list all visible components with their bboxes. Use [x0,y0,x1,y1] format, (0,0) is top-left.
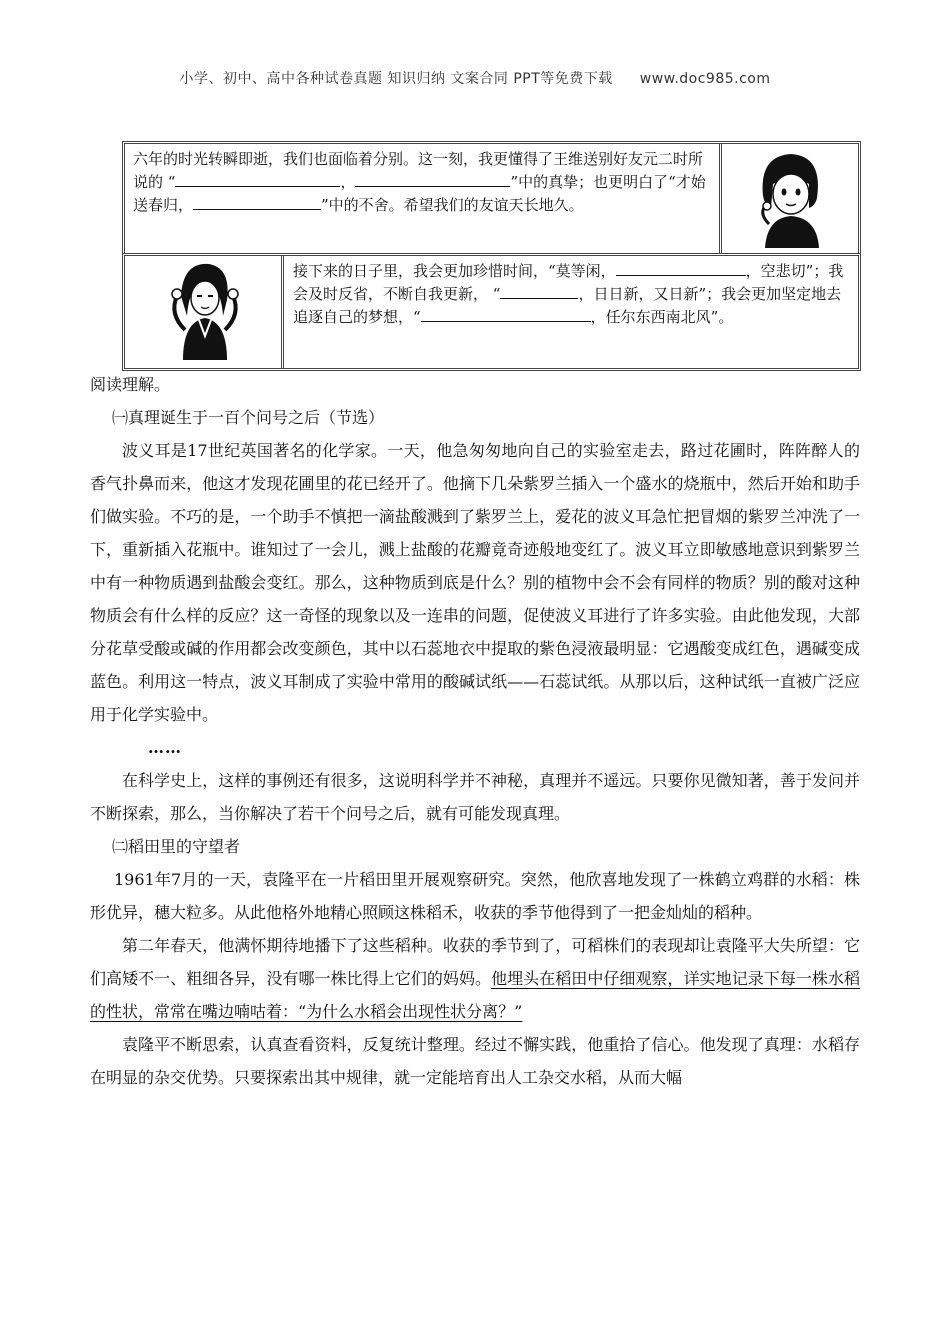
section2-paragraph-2-text: 第二年春天，他满怀期待地播下了这些稻种。收获的季节到了，可稻株们的表现却让袁隆平大失所望：它们高矮不一、粗细各异，没有哪一株比得上它们的妈妈。 [90,936,860,988]
section1-paragraph-2: 在科学史上，这样的事例还有很多，这说明科学并不神秘，真理并不遥远。只要你见微知著，善于发问并不断探索，那么，当你解决了若干个问号之后，就有可能发现真理。 [90,771,860,823]
ellipsis: …… [148,738,182,757]
box2-blank-1[interactable] [616,260,746,276]
student-illustration [125,256,280,368]
box1-blank-3[interactable] [193,194,321,210]
box1-blank-1[interactable] [175,171,340,187]
box2-blank-2[interactable] [500,283,578,299]
box2-text [285,256,853,368]
box1-blank-2[interactable] [355,171,510,187]
box2-text-part2: ，空悲切”；我会及时反省，不断自我更新， “ [293,262,844,303]
section1-paragraph-1: 波义耳是17世纪英国著名的化学家。一天，他急匆匆地向自己的实验室走去，路过花圃时，阵阵醉人的香气扑鼻而来，他这才发现花圃里的花已经开了。他摘下几朵紫罗兰插入一个盛水的烧瓶中，然后开始和助手们做实验。不巧的是，一个助手不慎把一滴盐酸溅到了紫罗兰上，爱花的波义耳急忙把冒烟的紫罗兰冲洗了一下，重新插入花瓶中。谁知过了一会儿，溅上盐酸的花瓣竟奇迹般地变红了。波义耳立即敏感地意识到紫罗兰中有一种物质遇到盐酸会变红。那么，这种物质到底是什么？别的植物中会不会有同样的物质？别的酸对这种物质会有什么样的反应？这一奇怪的现象以及一连串的问题，促使波义耳进行了许多实验。由此他发现，大部分花草受酸或碱的作用都会改变颜色，其中以石蕊地衣中提取的紫色浸液最明显：它遇酸变成红色，遇碱变成蓝色。利用这一特点，波义耳制成了实验中常用的酸碱试纸——石蕊试纸。从那以后，这种试纸一直被广泛应用于化学实验中。 [90,441,860,724]
box1-text-part2: ， [340,173,356,191]
reading-title: 阅读理解。 [90,375,171,394]
fill-in-box-1 [122,141,861,259]
box2-text-part1: 接下来的日子里，我会更加珍惜时间，“莫等闲， [293,262,616,280]
box1-text [125,144,719,256]
underlined-sentence: 他埋头在稻田中仔细观察，详实地记录下每一株水稻的性状，常常在嘴边喃咕着：“为什么水稻会出现性状分离？” [90,969,860,1021]
box2-text-part3: ，日日新，又日新”；我会更加坚定地去追逐自己的梦想，“ [293,285,842,326]
header-text: 小学、初中、高中各种试卷真题 知识归纳 文案合同 PPT等免费下载 [179,71,613,87]
header-site-link[interactable]: www.doc985.com [639,71,771,87]
reading-content [90,368,860,1094]
box1-text-part1: 六年的时光转瞬即逝，我们也面临着分别。这一刻，我更懂得了王维送别好友元二时所说的 “ [133,150,704,191]
section1-title: ㈠真理诞生于一百个问号之后（节选） [112,408,385,427]
section2-paragraph-3: 袁隆平不断思索，认真查看资料，反复统计整理。经过不懈实践，他重拾了信心。他发现了真理：水稻存在明显的杂交优势。只要探索出其中规律，就一定能培育出人工杂交水稻，从而大幅 [90,1035,860,1087]
box1-divider [719,144,722,256]
box2-text-part4: ，任尔东西南北风”。 [590,308,734,326]
box2-blank-3[interactable] [421,306,591,322]
section2-paragraph-1: 1961年7月的一天，袁隆平在一片稻田里开展观察研究。突然，他欣喜地发现了一株鹤立鸡群的水稻：株形优异，穗大粒多。从此他格外地精心照顾这株稻禾，收获的季节他得到了一把金灿灿的稻种。 [90,870,860,922]
box1-text-part4: ”中的不舍。希望我们的友谊天长地久。 [321,196,584,214]
page-header [0,68,950,88]
section2-paragraph-2 [90,929,860,1028]
box2-divider [281,256,284,368]
fill-in-box-2 [122,253,861,371]
box1-text-part3: ”中的真挚；也更明白了“才始送春归， [133,173,706,214]
girl-illustration [725,144,855,256]
section2-title: ㈡稻田里的守望者 [112,837,241,856]
